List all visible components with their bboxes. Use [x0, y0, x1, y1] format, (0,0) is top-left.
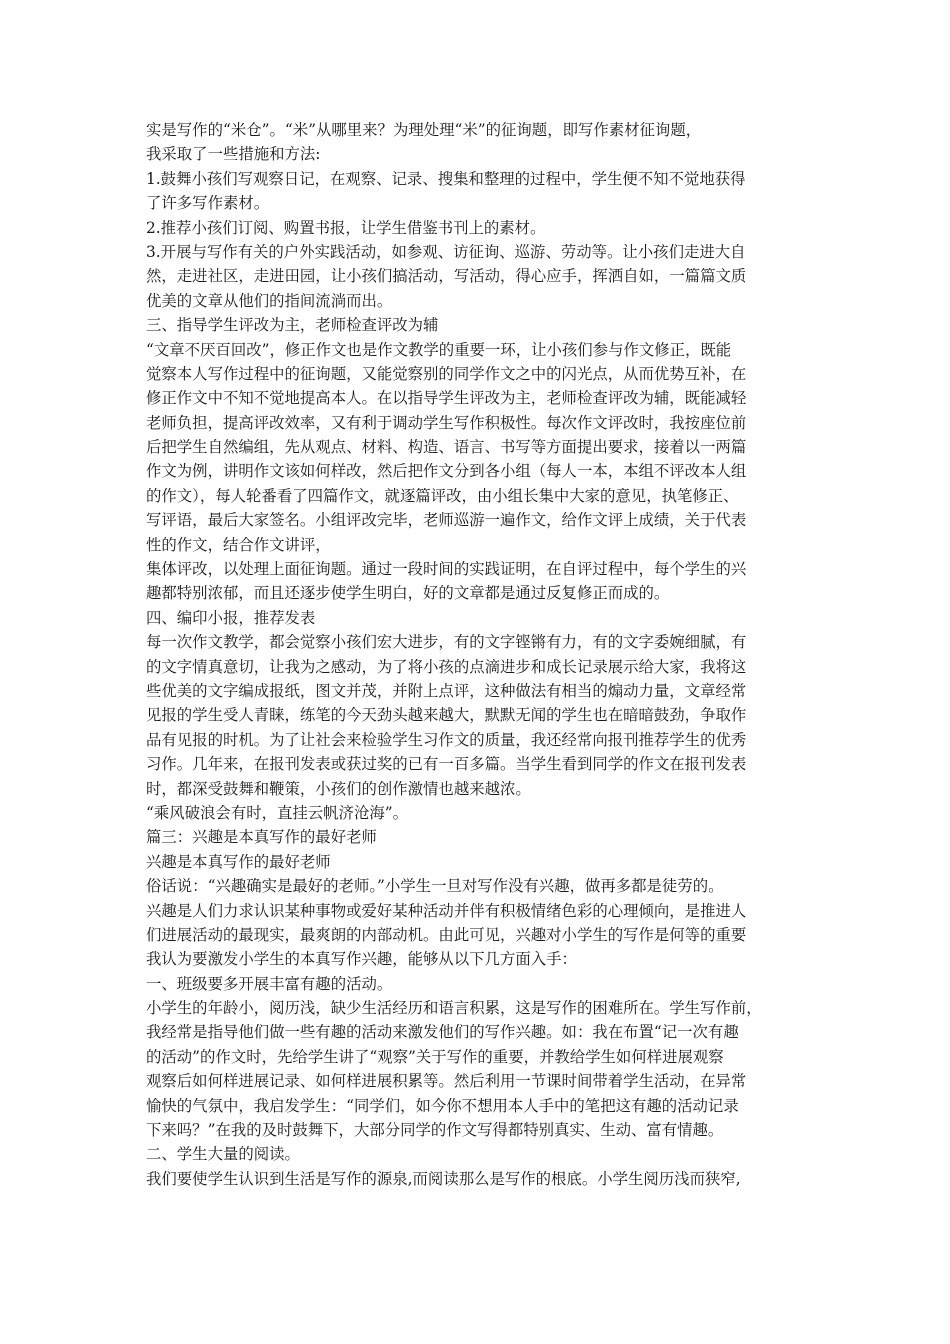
text-line: 3.开展与写作有关的户外实践活动，如参观、访征询、巡游、劳动等。让小孩们走进大自 [146, 242, 746, 261]
article-title: 篇三：兴趣是本真写作的最好老师 [146, 828, 377, 847]
text-line: 们进展活动的最现实，最爽朗的内部动机。由此可见，兴趣对小学生的写作是何等的重要 [146, 925, 747, 944]
text-line: 观察后如何样进展记录、如何样进展积累等。然后利用一节课时间带着学生活动，在异常 [146, 1072, 747, 1091]
text-line: 习作。几年来，在报刊发表或获过奖的已有一百多篇。当学生看到同学的作文在报刊发表 [146, 755, 747, 774]
text-line: 后把学生自然编组，先从观点、材料、构造、语言、书写等方面提出要求，接着以一两篇 [146, 438, 747, 457]
text-line: 时，都深受鼓舞和鞭策，小孩们的创作激情也越来越浓。 [146, 779, 531, 798]
text-line: 老师负担，提高评改效率，又有利于调动学生写作积极性。每次作文评改时，我按座位前 [146, 413, 747, 432]
text-line: 的活动”的作文时，先给学生讲了“观察”关于写作的重要，并教给学生如何样进展观察 [146, 1047, 724, 1066]
text-line: 下来吗？”在我的及时鼓舞下，大部分同学的作文写得都特别真实、生动、富有情趣。 [146, 1121, 724, 1140]
text-line: 品有见报的时机。为了让社会来检验学生习作文的质量，我还经常向报刊推荐学生的优秀 [146, 730, 747, 749]
text-line: 俗话说：“兴趣确实是最好的老师。”小学生一旦对写作没有兴趣，做再多都是徒劳的。 [146, 877, 724, 896]
text-line: “乘风破浪会有时，直挂云帆济沧海”。 [146, 803, 408, 822]
text-line: 些优美的文字编成报纸，图文并茂，并附上点评，这种做法有相当的煽动力量，文章经常 [146, 681, 747, 700]
text-line: 我认为要激发小学生的本真写作兴趣，能够从以下几方面入手： [146, 950, 577, 969]
text-line: 我们要使学生认识到生活是写作的源泉,而阅读那么是写作的根底。小学生阅历浅而狭窄, [146, 1169, 741, 1188]
text-line: 我采取了一些措施和方法: [146, 145, 321, 164]
text-line: 的文字情真意切，让我为之感动，为了将小孩的点滴进步和成长记录展示给大家，我将这 [146, 657, 747, 676]
article-subtitle: 兴趣是本真写作的最好老师 [146, 852, 331, 871]
text-line: 实是写作的“米仓”。“米”从哪里来？为理处理“米”的征询题，即写作素材征询题， [146, 121, 702, 139]
text-line: 作文为例，讲明作文该如何样改，然后把作文分到各小组（每人一本，本组不评改本人组 [146, 462, 747, 481]
section-heading: 二、学生大量的阅读。 [146, 1145, 300, 1164]
text-line: 优美的文章从他们的指间流淌而出。 [146, 291, 393, 310]
text-line: 小学生的年龄小，阅历浅，缺少生活经历和语言积累，这是写作的困难所在。学生写作前， [146, 999, 762, 1018]
text-line: 1.鼓舞小孩们写观察日记，在观察、记录、搜集和整理的过程中，学生便不知不觉地获得 [146, 169, 746, 188]
section-heading: 四、编印小报，推荐发表 [146, 608, 316, 627]
text-line: 我经常是指导他们做一些有趣的活动来激发他们的写作兴趣。如：我在布置“记一次有趣 [146, 1023, 739, 1042]
text-line: 然，走进社区，走进田园，让小孩们搞活动，写活动，得心应手，挥洒自如，一篇篇文质 [146, 267, 747, 286]
text-line: 的作文），每人轮番看了四篇作文，就逐篇评改，由小组长集中大家的意见，执笔修正、 [146, 486, 739, 505]
text-line: 了许多写作素材。 [146, 194, 270, 213]
text-line: 写评语，最后大家签名。小组评改完毕，老师巡游一遍作文，给作文评上成绩，关于代表 [146, 511, 747, 530]
text-line: 兴趣是人们力求认识某种事物或爱好某种活动并伴有积极情绪色彩的心理倾向，是推进人 [146, 901, 747, 920]
section-heading: 一、班级要多开展丰富有趣的活动。 [146, 974, 393, 993]
section-heading: 三、指导学生评改为主，老师检查评改为辅 [146, 316, 439, 335]
text-line: 修正作文中不知不觉地提高本人。在以指导学生评改为主，老师检查评改为辅，既能减轻 [146, 389, 747, 408]
text-line: 性的作文，结合作文讲评， [146, 535, 331, 554]
text-line: 愉快的气氛中，我启发学生：“同学们，如今你不想用本人手中的笔把这有趣的活动记录 [146, 1096, 739, 1115]
text-line: “文章不厌百回改”，修正作文也是作文教学的重要一环，让小孩们参与作文修正，既能 [146, 340, 732, 359]
text-line: 集体评改，以处理上面征询题。通过一段时间的实践证明，在自评过程中，每个学生的兴 [146, 560, 747, 579]
text-line: 趣都特别浓郁，而且还逐步使学生明白，好的文章都是通过反复修正而成的。 [146, 584, 670, 603]
text-line: 见报的学生受人青睐，练笔的今天劲头越来越大，默默无闻的学生也在暗暗鼓劲，争取作 [146, 706, 747, 725]
text-line: 每一次作文教学，都会觉察小孩们宏大进步，有的文字铿锵有力，有的文字委婉细腻，有 [146, 633, 747, 652]
text-line: 2.推荐小孩们订阅、购置书报，让学生借鉴书刊上的素材。 [146, 218, 546, 237]
document-page [146, 118, 806, 1191]
text-line: 觉察本人写作过程中的征询题，又能觉察别的同学作文之中的闪光点，从而优势互补，在 [146, 364, 747, 383]
